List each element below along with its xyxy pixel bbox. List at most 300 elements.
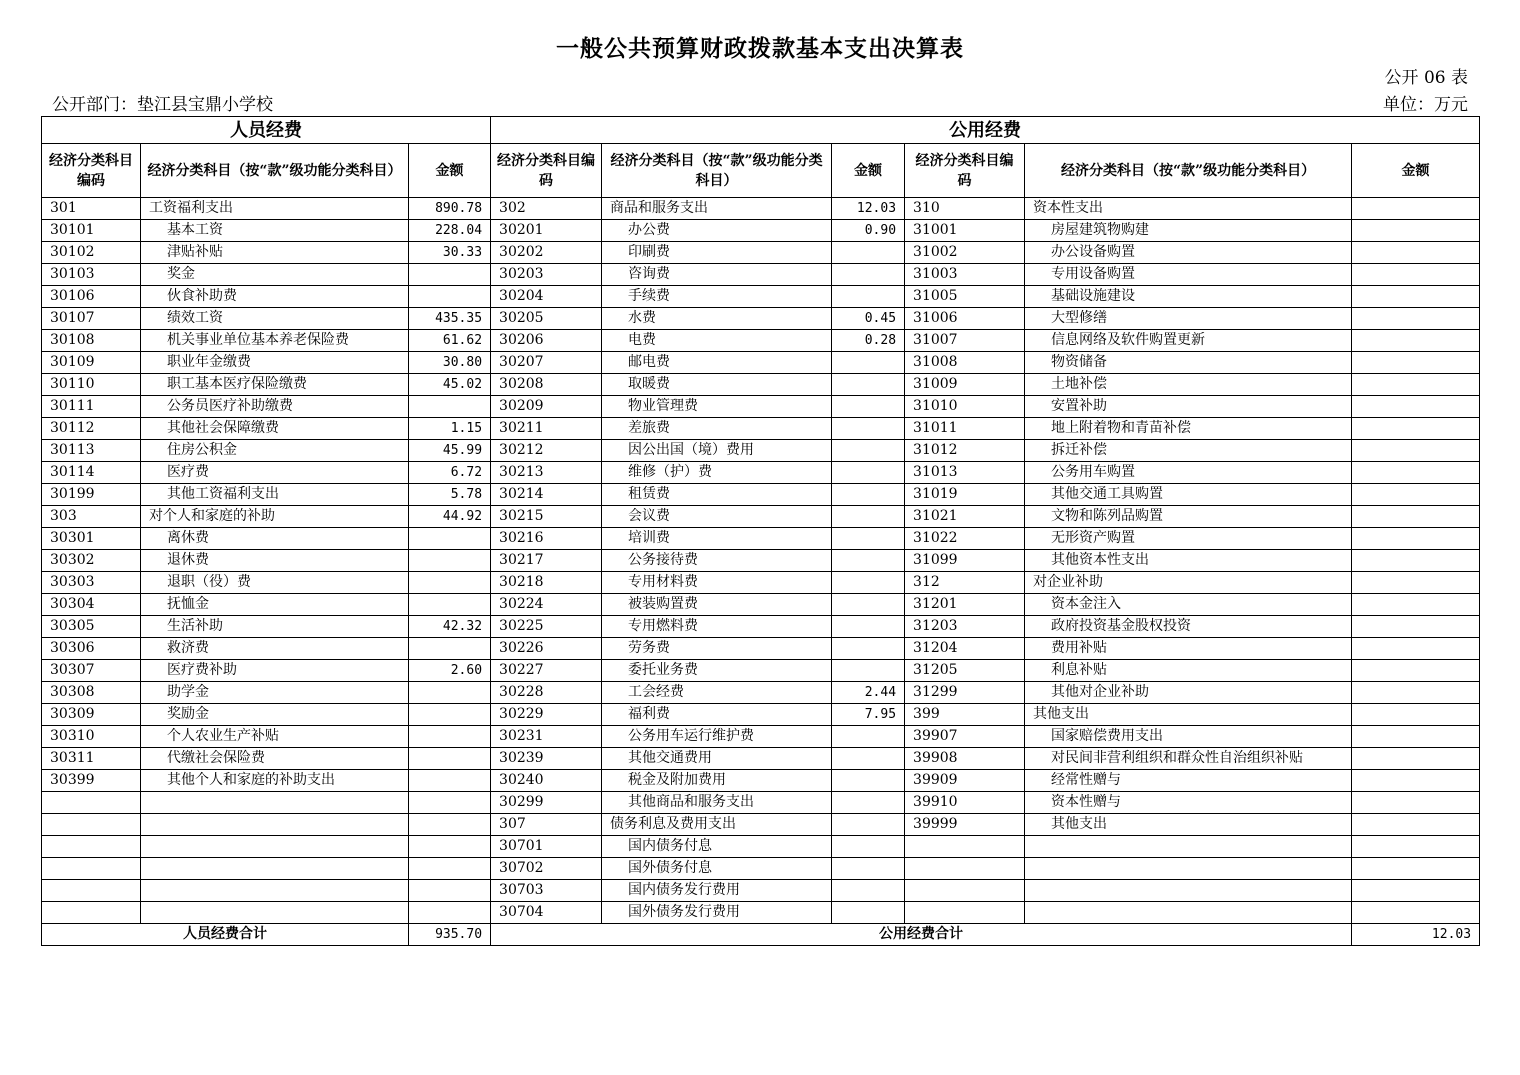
subject-cell: 差旅费 [602, 418, 832, 440]
header-code-2: 经济分类科目编码 [491, 144, 602, 198]
amount-cell [832, 462, 905, 484]
code-cell: 31006 [905, 308, 1025, 330]
subject-cell: 物业管理费 [602, 396, 832, 418]
table-row [42, 484, 1480, 506]
code-cell [42, 792, 141, 814]
code-cell: 30203 [491, 264, 602, 286]
amount-cell [1352, 220, 1480, 242]
amount-cell [1352, 748, 1480, 770]
code-cell: 31013 [905, 462, 1025, 484]
table-row [42, 814, 1480, 836]
subject-cell: 拆迁补偿 [1025, 440, 1352, 462]
code-cell: 30702 [491, 858, 602, 880]
code-cell [42, 836, 141, 858]
code-cell: 303 [42, 506, 141, 528]
subject-cell: 因公出国（境）费用 [602, 440, 832, 462]
code-cell: 31021 [905, 506, 1025, 528]
header-name-1: 经济分类科目（按“款”级功能分类科目） [141, 144, 409, 198]
code-cell: 30308 [42, 682, 141, 704]
amount-cell [832, 440, 905, 462]
amount-cell [1352, 286, 1480, 308]
subject-cell: 电费 [602, 330, 832, 352]
table-row [42, 374, 1480, 396]
amount-cell [1352, 792, 1480, 814]
code-cell: 30111 [42, 396, 141, 418]
amount-cell: 0.28 [832, 330, 905, 352]
subject-cell [1025, 858, 1352, 880]
subject-cell: 奖金 [141, 264, 409, 286]
code-cell: 30225 [491, 616, 602, 638]
subject-cell: 机关事业单位基本养老保险费 [141, 330, 409, 352]
amount-cell: 2.44 [832, 682, 905, 704]
code-cell: 30311 [42, 748, 141, 770]
subject-cell: 国内债务发行费用 [602, 880, 832, 902]
code-cell: 30703 [491, 880, 602, 902]
subject-cell: 其他商品和服务支出 [602, 792, 832, 814]
amount-cell [1352, 770, 1480, 792]
code-cell: 30109 [42, 352, 141, 374]
code-cell: 30216 [491, 528, 602, 550]
subject-cell: 租赁费 [602, 484, 832, 506]
amount-cell [832, 528, 905, 550]
subject-cell: 对民间非营利组织和群众性自治组织补贴 [1025, 748, 1352, 770]
amount-cell: 12.03 [832, 198, 905, 220]
amount-cell [832, 550, 905, 572]
code-cell: 30704 [491, 902, 602, 924]
code-cell: 30231 [491, 726, 602, 748]
subject-cell: 对个人和家庭的补助 [141, 506, 409, 528]
header-amount-1: 金额 [409, 144, 491, 198]
code-cell: 30302 [42, 550, 141, 572]
code-cell: 30199 [42, 484, 141, 506]
code-cell [905, 880, 1025, 902]
amount-cell [409, 704, 491, 726]
subject-cell [141, 880, 409, 902]
code-cell: 30208 [491, 374, 602, 396]
code-cell: 30205 [491, 308, 602, 330]
subject-cell: 其他交通费用 [602, 748, 832, 770]
amount-cell [832, 748, 905, 770]
amount-cell [1352, 660, 1480, 682]
code-cell: 30209 [491, 396, 602, 418]
amount-cell [1352, 682, 1480, 704]
subject-cell: 办公设备购置 [1025, 242, 1352, 264]
code-cell [42, 814, 141, 836]
amount-cell [1352, 374, 1480, 396]
subject-cell: 救济费 [141, 638, 409, 660]
subject-cell: 费用补贴 [1025, 638, 1352, 660]
subject-cell: 政府投资基金股权投资 [1025, 616, 1352, 638]
header-name-3: 经济分类科目（按“款”级功能分类科目） [1025, 144, 1352, 198]
amount-cell [409, 880, 491, 902]
subject-cell: 资本性赠与 [1025, 792, 1352, 814]
table-row [42, 506, 1480, 528]
code-cell: 30202 [491, 242, 602, 264]
amount-cell [1352, 616, 1480, 638]
subject-cell: 专用设备购置 [1025, 264, 1352, 286]
expenditure-table [41, 116, 1480, 946]
subject-cell: 手续费 [602, 286, 832, 308]
table-row [42, 660, 1480, 682]
amount-cell [1352, 330, 1480, 352]
code-cell: 31007 [905, 330, 1025, 352]
amount-cell [832, 506, 905, 528]
code-cell: 30207 [491, 352, 602, 374]
table-row [42, 550, 1480, 572]
header-amount-3: 金额 [1352, 144, 1480, 198]
amount-cell: 5.78 [409, 484, 491, 506]
amount-cell [1352, 572, 1480, 594]
subject-cell: 国外债务付息 [602, 858, 832, 880]
subject-cell: 劳务费 [602, 638, 832, 660]
subject-cell: 无形资产购置 [1025, 528, 1352, 550]
code-cell: 30701 [491, 836, 602, 858]
amount-cell [832, 616, 905, 638]
amount-cell: 0.45 [832, 308, 905, 330]
code-cell: 30206 [491, 330, 602, 352]
personnel-total-value: 935.70 [409, 924, 491, 946]
code-cell: 30304 [42, 594, 141, 616]
code-cell: 30239 [491, 748, 602, 770]
table-row [42, 396, 1480, 418]
table-row [42, 198, 1480, 220]
code-cell: 30101 [42, 220, 141, 242]
code-cell: 39909 [905, 770, 1025, 792]
subject-cell: 基本工资 [141, 220, 409, 242]
code-cell: 39907 [905, 726, 1025, 748]
code-cell: 30107 [42, 308, 141, 330]
amount-cell [832, 770, 905, 792]
subject-cell: 税金及附加费用 [602, 770, 832, 792]
amount-cell [1352, 726, 1480, 748]
code-cell: 31011 [905, 418, 1025, 440]
code-cell: 39999 [905, 814, 1025, 836]
unit-label: 单位： [1383, 95, 1434, 115]
amount-cell: 44.92 [409, 506, 491, 528]
subject-cell: 津贴补贴 [141, 242, 409, 264]
code-cell: 30306 [42, 638, 141, 660]
subject-cell: 经常性赠与 [1025, 770, 1352, 792]
public-total-label: 公用经费合计 [491, 924, 1352, 946]
subject-cell: 物资储备 [1025, 352, 1352, 374]
amount-cell: 6.72 [409, 462, 491, 484]
amount-cell [409, 550, 491, 572]
table-row [42, 616, 1480, 638]
table-row [42, 902, 1480, 924]
table-row [42, 352, 1480, 374]
subject-cell: 会议费 [602, 506, 832, 528]
code-cell [42, 902, 141, 924]
amount-cell [832, 264, 905, 286]
table-row [42, 572, 1480, 594]
amount-cell [1352, 528, 1480, 550]
subject-cell [1025, 880, 1352, 902]
code-cell: 30211 [491, 418, 602, 440]
code-cell [905, 836, 1025, 858]
code-cell: 30299 [491, 792, 602, 814]
code-cell: 30307 [42, 660, 141, 682]
code-cell: 31012 [905, 440, 1025, 462]
amount-cell [832, 396, 905, 418]
amount-cell [1352, 858, 1480, 880]
subject-cell [1025, 902, 1352, 924]
table-row [42, 242, 1480, 264]
amount-cell [832, 792, 905, 814]
amount-cell [832, 638, 905, 660]
amount-cell [1352, 418, 1480, 440]
subject-cell [141, 836, 409, 858]
subject-cell: 公务用车购置 [1025, 462, 1352, 484]
code-cell: 30212 [491, 440, 602, 462]
code-cell: 30213 [491, 462, 602, 484]
amount-cell [409, 396, 491, 418]
subject-cell: 水费 [602, 308, 832, 330]
code-cell: 30204 [491, 286, 602, 308]
table-row [42, 880, 1480, 902]
subject-cell: 医疗费 [141, 462, 409, 484]
amount-cell [1352, 594, 1480, 616]
subject-cell: 其他个人和家庭的补助支出 [141, 770, 409, 792]
subject-cell: 职业年金缴费 [141, 352, 409, 374]
table-row [42, 418, 1480, 440]
amount-cell [1352, 506, 1480, 528]
subject-cell: 工资福利支出 [141, 198, 409, 220]
amount-cell [409, 638, 491, 660]
amount-cell [1352, 264, 1480, 286]
subject-cell: 公务用车运行维护费 [602, 726, 832, 748]
department-name: 垫江县宝鼎小学校 [137, 95, 273, 115]
table-row [42, 462, 1480, 484]
subject-cell: 医疗费补助 [141, 660, 409, 682]
amount-cell [409, 770, 491, 792]
subject-cell: 委托业务费 [602, 660, 832, 682]
subject-cell: 助学金 [141, 682, 409, 704]
amount-cell [409, 836, 491, 858]
subject-cell: 生活补助 [141, 616, 409, 638]
code-cell: 301 [42, 198, 141, 220]
amount-cell [409, 286, 491, 308]
code-cell: 30224 [491, 594, 602, 616]
code-cell [42, 858, 141, 880]
table-row [42, 792, 1480, 814]
amount-cell [409, 528, 491, 550]
subject-cell: 资本性支出 [1025, 198, 1352, 220]
subject-cell: 退休费 [141, 550, 409, 572]
amount-cell [832, 858, 905, 880]
code-cell: 31008 [905, 352, 1025, 374]
subject-cell: 其他资本性支出 [1025, 550, 1352, 572]
code-cell: 31203 [905, 616, 1025, 638]
code-cell: 31205 [905, 660, 1025, 682]
subject-cell [141, 792, 409, 814]
table-row [42, 264, 1480, 286]
header-code-3: 经济分类科目编码 [905, 144, 1025, 198]
subject-cell: 土地补偿 [1025, 374, 1352, 396]
code-cell: 30114 [42, 462, 141, 484]
table-row [42, 220, 1480, 242]
amount-cell [832, 660, 905, 682]
subject-cell: 邮电费 [602, 352, 832, 374]
code-cell: 399 [905, 704, 1025, 726]
code-cell: 31005 [905, 286, 1025, 308]
subject-cell: 文物和陈列品购置 [1025, 506, 1352, 528]
amount-cell [1352, 440, 1480, 462]
amount-cell [1352, 308, 1480, 330]
subject-cell: 其他交通工具购置 [1025, 484, 1352, 506]
code-cell: 30217 [491, 550, 602, 572]
code-cell: 31299 [905, 682, 1025, 704]
table-row [42, 308, 1480, 330]
code-cell: 31201 [905, 594, 1025, 616]
code-cell [42, 880, 141, 902]
amount-cell [832, 374, 905, 396]
code-cell [905, 858, 1025, 880]
code-cell: 30214 [491, 484, 602, 506]
amount-cell: 45.02 [409, 374, 491, 396]
amount-cell [1352, 242, 1480, 264]
amount-cell: 61.62 [409, 330, 491, 352]
code-cell: 30399 [42, 770, 141, 792]
table-row [42, 858, 1480, 880]
code-cell [905, 902, 1025, 924]
table-row [42, 836, 1480, 858]
table-row [42, 682, 1480, 704]
subject-cell: 其他社会保障缴费 [141, 418, 409, 440]
amount-cell: 435.35 [409, 308, 491, 330]
amount-cell [409, 902, 491, 924]
amount-cell [1352, 396, 1480, 418]
subject-cell [141, 902, 409, 924]
amount-cell [409, 792, 491, 814]
amount-cell [832, 594, 905, 616]
code-cell: 30228 [491, 682, 602, 704]
amount-cell: 30.80 [409, 352, 491, 374]
amount-cell [409, 726, 491, 748]
subject-cell: 利息补贴 [1025, 660, 1352, 682]
subject-cell [141, 858, 409, 880]
subject-cell: 代缴社会保险费 [141, 748, 409, 770]
code-cell: 30106 [42, 286, 141, 308]
code-cell: 30108 [42, 330, 141, 352]
amount-cell [1352, 880, 1480, 902]
header-amount-2: 金额 [832, 144, 905, 198]
amount-cell [1352, 836, 1480, 858]
amount-cell [832, 572, 905, 594]
amount-cell [1352, 462, 1480, 484]
subject-cell: 国内债务付息 [602, 836, 832, 858]
subject-cell: 奖励金 [141, 704, 409, 726]
amount-cell: 42.32 [409, 616, 491, 638]
subject-cell: 个人农业生产补贴 [141, 726, 409, 748]
amount-cell [1352, 902, 1480, 924]
subject-cell: 公务员医疗补助缴费 [141, 396, 409, 418]
table-row [42, 330, 1480, 352]
amount-cell [832, 836, 905, 858]
table-row [42, 594, 1480, 616]
amount-cell [832, 418, 905, 440]
code-cell: 30110 [42, 374, 141, 396]
table-row [42, 704, 1480, 726]
subject-cell: 国外债务发行费用 [602, 902, 832, 924]
form-number: 公开 06 表 [1384, 68, 1468, 88]
code-cell: 30226 [491, 638, 602, 660]
subject-cell: 职工基本医疗保险缴费 [141, 374, 409, 396]
code-cell: 31099 [905, 550, 1025, 572]
subject-cell: 信息网络及软件购置更新 [1025, 330, 1352, 352]
subject-cell: 住房公积金 [141, 440, 409, 462]
amount-cell: 890.78 [409, 198, 491, 220]
subject-cell: 离休费 [141, 528, 409, 550]
amount-cell [409, 264, 491, 286]
code-cell: 30227 [491, 660, 602, 682]
subject-cell: 安置补助 [1025, 396, 1352, 418]
subject-cell: 公务接待费 [602, 550, 832, 572]
code-cell: 30218 [491, 572, 602, 594]
amount-cell [1352, 638, 1480, 660]
subject-cell: 地上附着物和青苗补偿 [1025, 418, 1352, 440]
subject-cell: 大型修缮 [1025, 308, 1352, 330]
code-cell: 30305 [42, 616, 141, 638]
code-cell: 31009 [905, 374, 1025, 396]
subject-cell: 基础设施建设 [1025, 286, 1352, 308]
code-cell: 30310 [42, 726, 141, 748]
amount-cell [1352, 198, 1480, 220]
code-cell: 30113 [42, 440, 141, 462]
subject-cell: 国家赔偿费用支出 [1025, 726, 1352, 748]
code-cell: 39910 [905, 792, 1025, 814]
amount-cell: 45.99 [409, 440, 491, 462]
subject-cell: 工会经费 [602, 682, 832, 704]
table-row [42, 286, 1480, 308]
amount-cell [832, 242, 905, 264]
amount-cell: 0.90 [832, 220, 905, 242]
subject-cell: 抚恤金 [141, 594, 409, 616]
unit-value: 万元 [1434, 95, 1468, 115]
code-cell: 30112 [42, 418, 141, 440]
department-line [52, 90, 273, 115]
amount-cell [1352, 550, 1480, 572]
table-row [42, 726, 1480, 748]
subject-cell: 其他支出 [1025, 814, 1352, 836]
code-cell: 30201 [491, 220, 602, 242]
subject-cell: 其他支出 [1025, 704, 1352, 726]
code-cell: 31001 [905, 220, 1025, 242]
amount-cell [409, 748, 491, 770]
amount-cell [409, 682, 491, 704]
public-total-value: 12.03 [1352, 924, 1480, 946]
amount-cell [409, 572, 491, 594]
table-row [42, 440, 1480, 462]
subject-cell: 房屋建筑物购建 [1025, 220, 1352, 242]
page-title: 一般公共预算财政拨款基本支出决算表 [556, 35, 964, 62]
subject-cell: 专用燃料费 [602, 616, 832, 638]
table-row [42, 748, 1480, 770]
code-cell: 30240 [491, 770, 602, 792]
code-cell: 30103 [42, 264, 141, 286]
subject-cell: 债务利息及费用支出 [602, 814, 832, 836]
subject-cell [141, 814, 409, 836]
subject-cell: 其他工资福利支出 [141, 484, 409, 506]
amount-cell [832, 286, 905, 308]
subject-cell: 资本金注入 [1025, 594, 1352, 616]
amount-cell [1352, 352, 1480, 374]
subject-cell: 办公费 [602, 220, 832, 242]
subject-cell: 维修（护）费 [602, 462, 832, 484]
code-cell: 31022 [905, 528, 1025, 550]
amount-cell: 7.95 [832, 704, 905, 726]
subject-cell: 取暖费 [602, 374, 832, 396]
amount-cell [409, 814, 491, 836]
